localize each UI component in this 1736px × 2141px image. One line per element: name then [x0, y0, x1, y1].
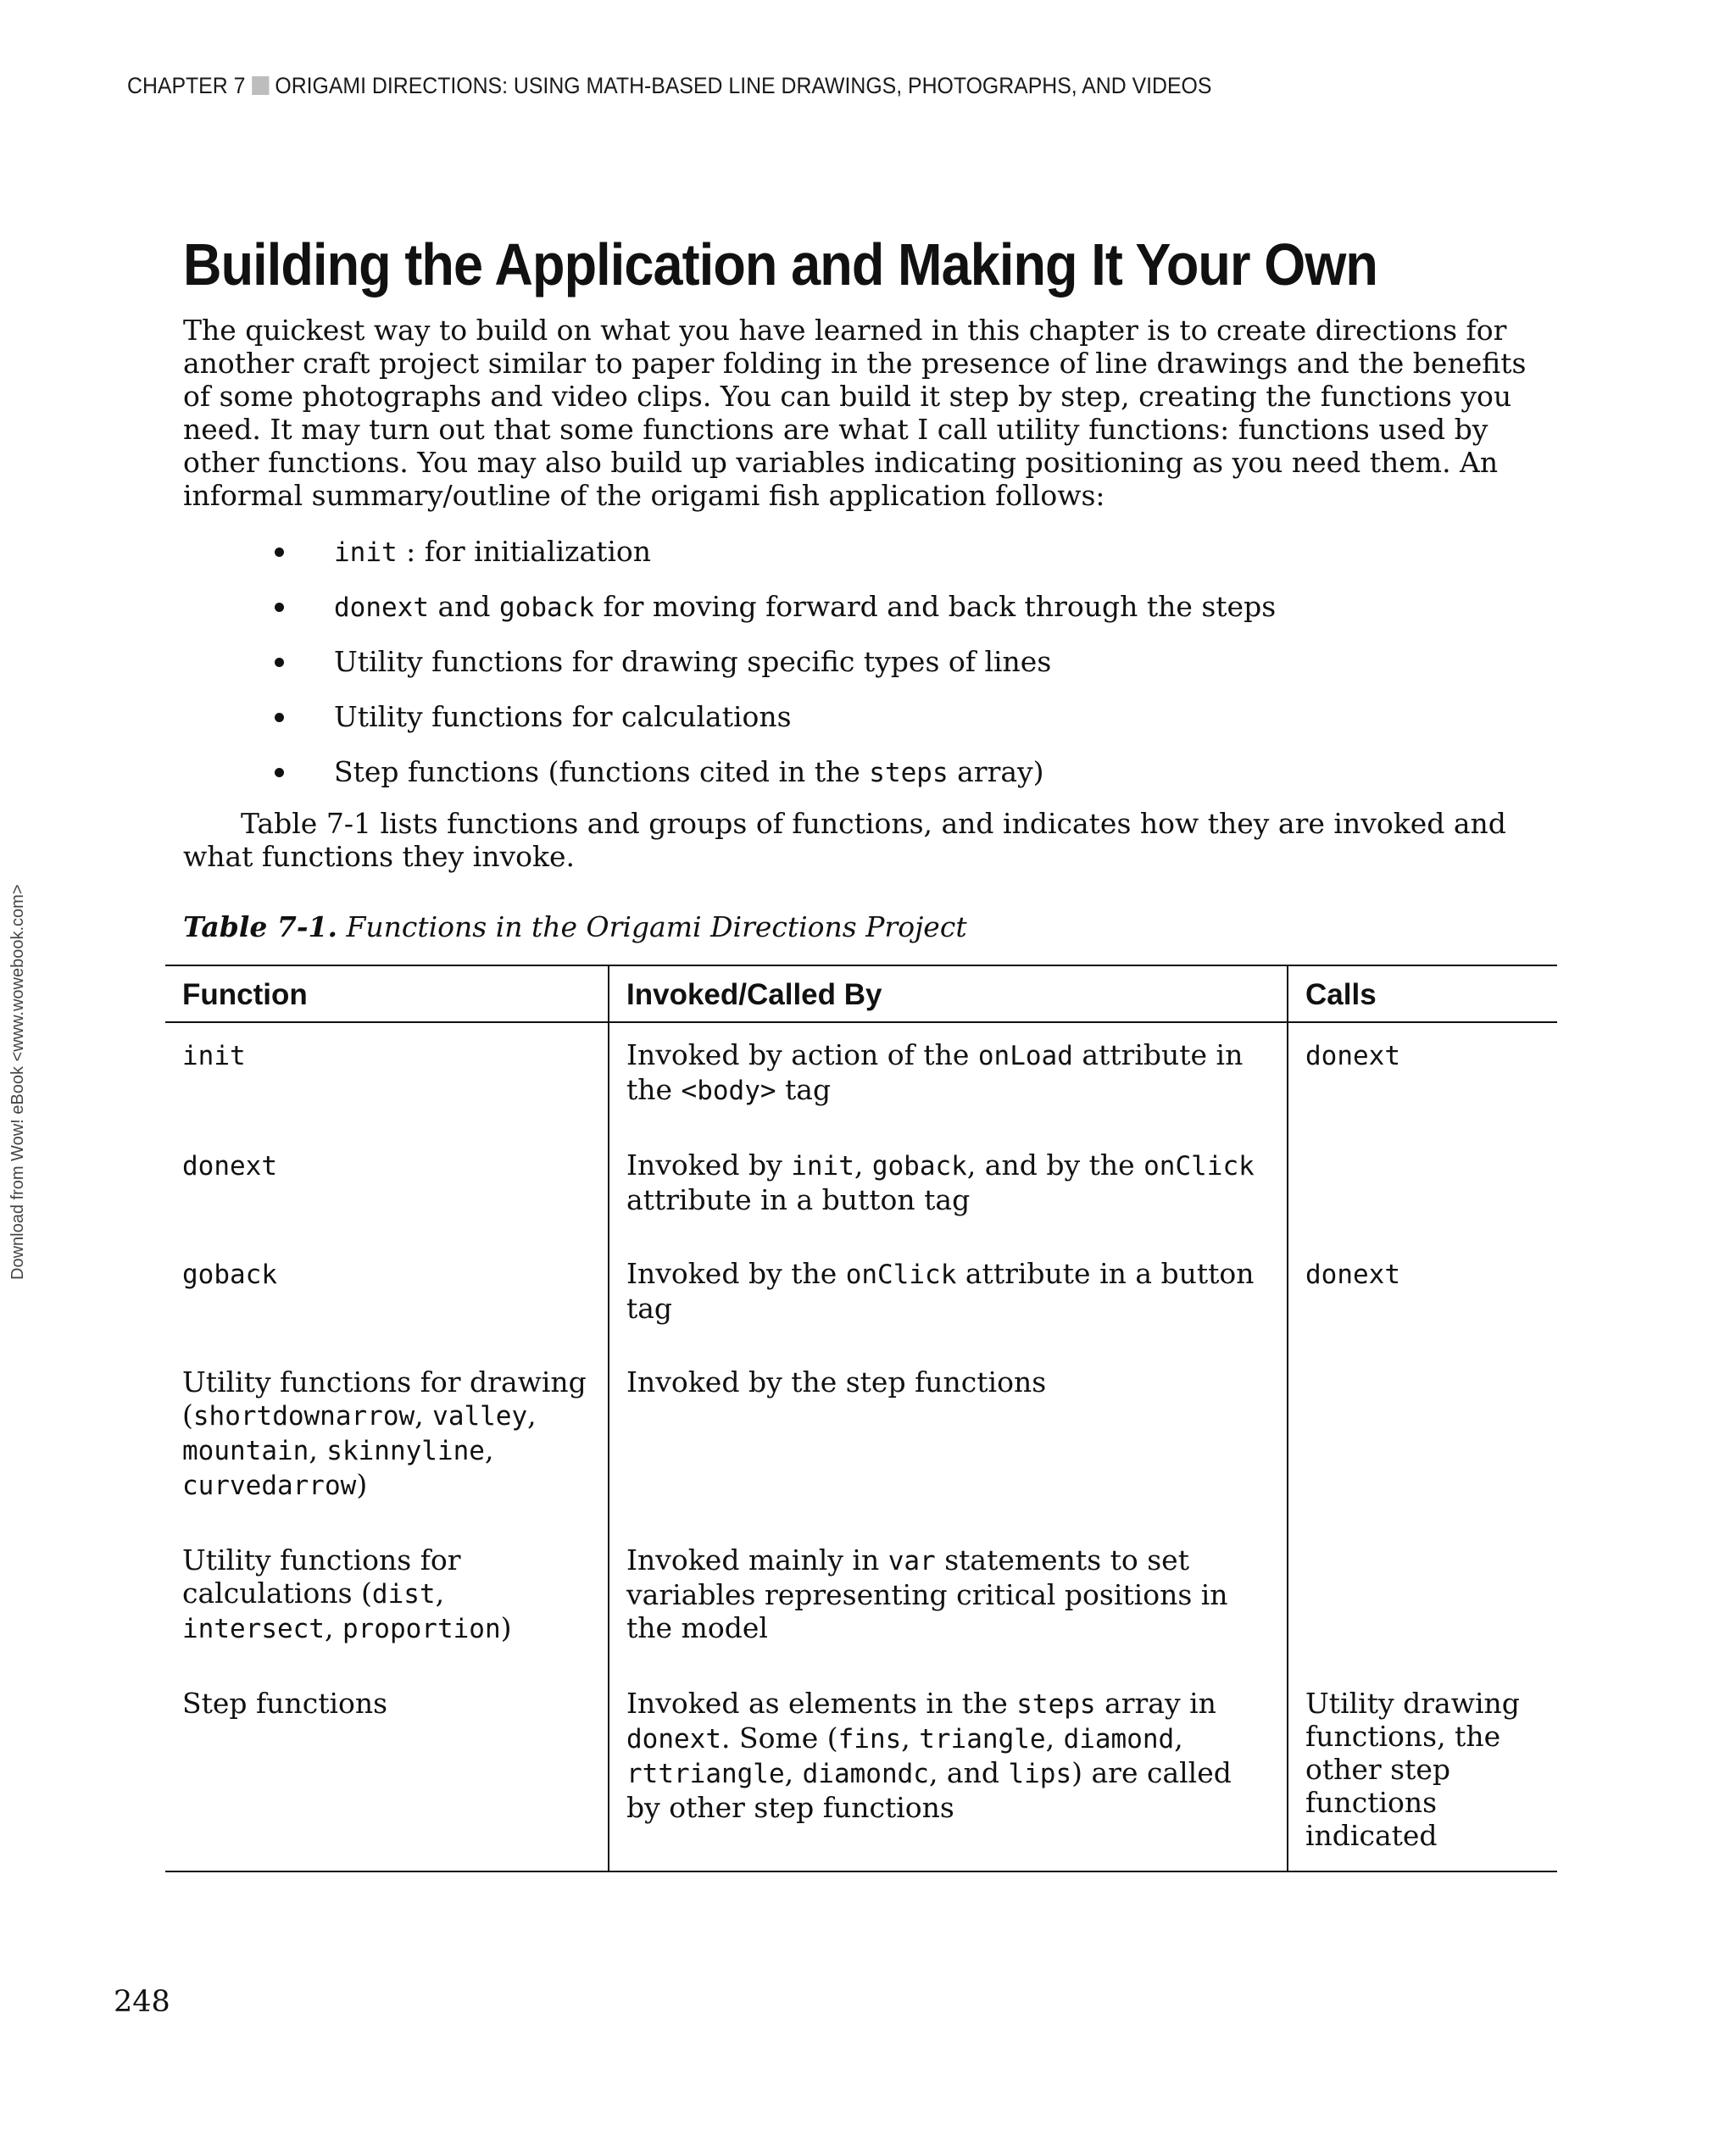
list-item: [183, 644, 1539, 699]
code-text: goback: [182, 1260, 277, 1290]
cell-function: [165, 1671, 609, 1871]
code-text: init: [182, 1041, 246, 1071]
cell-function: [165, 1133, 609, 1242]
cell-text: Utility drawing functions, the other step functions indicated: [1305, 1687, 1520, 1852]
cell-calls: [1288, 1350, 1557, 1528]
cell-text: ): [356, 1468, 368, 1501]
cell-function: Utility functions for calculations (dist, intersect, proportion): [182, 1543, 512, 1644]
cell-text: Invoked by action of the: [626, 1038, 978, 1071]
bullet-icon: [275, 713, 284, 722]
cell-function: [165, 1022, 609, 1133]
caption-text: Functions in the Origami Directions Project: [337, 910, 967, 943]
bullet-text: Utility functions for drawing specific types of lines: [334, 645, 1052, 678]
table-row: [165, 1350, 1557, 1528]
cell-calls: [1288, 1528, 1557, 1671]
bullet-list: [183, 534, 1539, 809]
intro-paragraph: The quickest way to build on what you have learned in this chapter is to create directions for another craft project similar to paper folding in the presence of line drawings and the benefits of some photographs and video clips. You can build it step by step, creating the functions you need. It may turn out that some functions are what I call utility functions: functions used by other functions. You may also build up variables indicating positioning as you need them. An informal summary/outline of the origami fish application follows:: [183, 314, 1527, 512]
cell-invoked-by: [609, 1022, 1288, 1133]
cell-text: Invoked by the step functions: [626, 1365, 1047, 1399]
code-text: proportion: [342, 1614, 501, 1644]
cell-invoked-by: [609, 1242, 1288, 1350]
code-text: dist: [371, 1579, 436, 1610]
code-text: onClick: [845, 1260, 957, 1290]
list-item: [183, 699, 1539, 754]
bullet-icon: [275, 548, 284, 557]
cell-text: Invoked mainly in: [626, 1543, 888, 1577]
code-text: intersect: [182, 1614, 325, 1644]
cell-text: . Some (: [721, 1721, 838, 1755]
cell-text: ) are called by other step functions: [626, 1756, 1232, 1824]
code-text: <body>: [681, 1076, 776, 1106]
cell-text: Utility functions for drawing (: [182, 1365, 587, 1432]
cell-text: Invoked as elements in the: [626, 1687, 1017, 1720]
list-item: [183, 589, 1539, 644]
code-text: onLoad: [977, 1041, 1073, 1071]
bullet-text: Step functions (functions cited in the: [334, 755, 870, 788]
caption-label: Table 7-1.: [183, 910, 337, 943]
cell-text: ,: [854, 1148, 872, 1182]
cell-invoked-by: Invoked as elements in the steps array in donext. Some (fins, triangle, diamond, rttriangle, diamondc, and lips) are called by other step functions: [609, 1671, 1288, 1871]
side-watermark: Download from Wow! eBook <www.wowebook.com>: [8, 884, 27, 1280]
code-text: var: [887, 1546, 936, 1577]
section-title: Building the Application and Making It Your Own: [183, 231, 1378, 298]
functions-table: [165, 965, 1557, 1872]
code-text: mountain: [182, 1436, 309, 1466]
cell-text: tag: [776, 1073, 832, 1106]
table-row: [165, 1671, 1557, 1871]
bullet-text: for moving forward and back through the steps: [594, 590, 1277, 623]
cell-calls: [1288, 1022, 1557, 1133]
code-text: steps: [1016, 1689, 1096, 1720]
bullet-icon: [275, 658, 284, 667]
bullet-icon: [275, 768, 284, 777]
cell-text: attribute in a button tag: [626, 1257, 1255, 1325]
cell-function: Utility functions for drawing (shortdownarrow, valley, mountain, skinnyline, curvedarrow): [182, 1365, 587, 1501]
cell-calls: [1288, 1242, 1557, 1350]
code-text: diamond: [1063, 1724, 1175, 1755]
code-text: donext: [1305, 1260, 1400, 1290]
code-text: skinnyline: [326, 1436, 485, 1466]
cell-text: array in: [1095, 1687, 1216, 1720]
cell-text: attribute in a button tag: [626, 1183, 971, 1216]
table-row: [165, 1022, 1557, 1133]
code-text: donext: [626, 1724, 721, 1755]
code-text: onClick: [1143, 1151, 1255, 1182]
code-text: donext: [182, 1151, 277, 1182]
cell-invoked-by: [609, 1133, 1288, 1242]
bullet-text: and: [428, 590, 500, 623]
chapter-title: ORIGAMI DIRECTIONS: USING MATH-BASED LINE DRAWINGS, PHOTOGRAPHS, AND VIDEOS: [275, 73, 1212, 98]
chapter-label: CHAPTER 7: [127, 73, 246, 98]
table-row: [165, 1242, 1557, 1350]
code-text: fins: [837, 1724, 902, 1755]
code-goback: goback: [499, 592, 595, 623]
list-item: [183, 754, 1539, 809]
code-text: triangle: [919, 1724, 1046, 1755]
code-text: curvedarrow: [182, 1471, 357, 1501]
cell-calls: [1288, 1671, 1557, 1871]
code-steps: steps: [869, 758, 949, 788]
list-item: [183, 534, 1539, 589]
page-number: 248: [114, 1985, 170, 2019]
header-invoked-by: Invoked/Called By: [609, 965, 1288, 1022]
bullet-icon: [275, 603, 284, 612]
table-intro-paragraph: Table 7-1 lists functions and groups of functions, and indicates how they are invoked and what functions they invoke.: [183, 807, 1506, 873]
square-separator-icon: [252, 76, 269, 95]
cell-text: , and by the: [966, 1148, 1144, 1182]
bullet-text: Utility functions for calculations: [334, 700, 792, 733]
cell-text: attribute in the: [626, 1038, 1244, 1106]
table-header-row: [165, 965, 1557, 1022]
table-row: [165, 1528, 1557, 1671]
running-head: [127, 73, 1211, 99]
cell-text: Step functions: [182, 1687, 388, 1720]
table-row: [165, 1133, 1557, 1242]
code-text: donext: [1305, 1041, 1400, 1071]
header-calls: Calls: [1288, 965, 1557, 1022]
code-text: diamondc: [802, 1759, 929, 1789]
code-text: shortdownarrow: [192, 1401, 415, 1432]
bullet-text: array): [948, 755, 1044, 788]
cell-text: , and: [928, 1756, 1009, 1789]
cell-text: Invoked by: [626, 1148, 792, 1182]
code-text: lips: [1008, 1759, 1072, 1789]
cell-invoked-by: [609, 1350, 1288, 1528]
cell-function: [165, 1242, 609, 1350]
bullet-text: : for initialization: [397, 535, 652, 568]
cell-text: Utility functions for calculations (: [182, 1543, 461, 1610]
code-donext: donext: [334, 592, 429, 623]
code-text: goback: [871, 1151, 967, 1182]
code-init: init: [334, 537, 398, 568]
code-text: init: [791, 1151, 854, 1182]
code-text: rttriangle: [626, 1759, 785, 1789]
cell-invoked-by: [609, 1528, 1288, 1671]
cell-text: Invoked by the: [626, 1257, 846, 1290]
cell-text: statements to set variables representing critical positions in the model: [626, 1543, 1228, 1644]
table-caption: [183, 910, 967, 943]
code-text: valley: [432, 1401, 528, 1432]
cell-text: ): [500, 1611, 512, 1644]
cell-calls: [1288, 1133, 1557, 1242]
header-function: Function: [165, 965, 609, 1022]
